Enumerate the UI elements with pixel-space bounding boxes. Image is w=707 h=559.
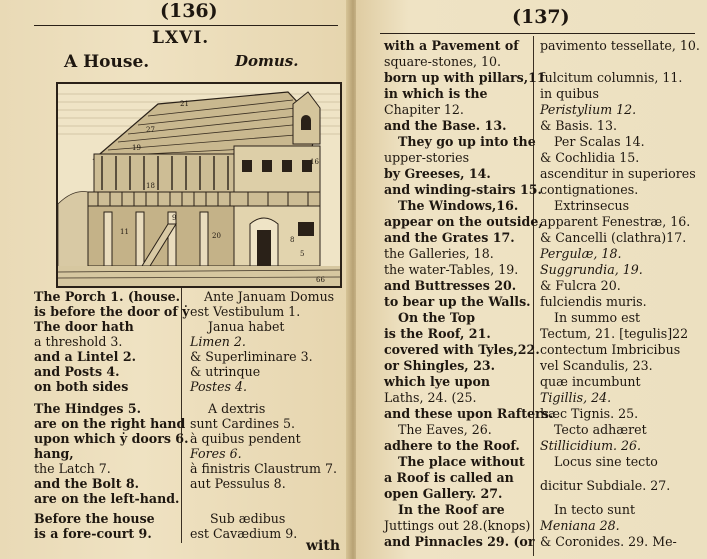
figure-label-11: 11 bbox=[120, 228, 129, 236]
latin-line: Tectum, 21. [tegulis]22 bbox=[540, 326, 689, 341]
english-line: the water-Tables, 19. bbox=[384, 262, 519, 277]
english-line: on both sides bbox=[34, 379, 129, 394]
english-line: and the Bolt 8. bbox=[34, 476, 140, 491]
latin-line: Ante Januam Domus bbox=[204, 289, 335, 304]
english-line: and a Lintel 2. bbox=[34, 349, 136, 364]
latin-line: contectum Imbricibus bbox=[540, 342, 681, 357]
figure-label-18: 18 bbox=[146, 182, 155, 190]
english-line: The Eaves, 26. bbox=[398, 422, 492, 437]
latin-line: In summo est bbox=[554, 310, 641, 325]
latin-line: & Cochlidia 15. bbox=[540, 150, 640, 165]
latin-line: In tecto sunt bbox=[554, 502, 636, 517]
latin-line: Locus sine tecto bbox=[554, 454, 658, 469]
english-line: or Shingles, 23. bbox=[384, 358, 495, 373]
latin-line: à finistris Claustrum 7. bbox=[190, 461, 337, 476]
latin-line: & Coronides. 29. Me- bbox=[540, 534, 677, 549]
latin-line: à quibus pendent bbox=[190, 431, 301, 446]
latin-line: & Basis. 13. bbox=[540, 118, 617, 133]
english-line: On the Top bbox=[398, 310, 476, 325]
figure-label-66: 66 bbox=[316, 276, 325, 284]
latin-line: est Vestibulum 1. bbox=[190, 304, 301, 319]
latin-line: Sub ædibus bbox=[210, 511, 286, 526]
left-page-number: (136) bbox=[160, 0, 218, 22]
english-line: are on the right hand bbox=[34, 416, 186, 431]
english-line: and Buttresses 20. bbox=[384, 278, 517, 293]
english-line: upon which ẏ doors 6. bbox=[34, 431, 189, 446]
latin-line: Peristylium 12. bbox=[540, 102, 637, 117]
latin-line: Tigillis, 24. bbox=[540, 390, 612, 405]
latin-line: pavimento tessellate, 10. bbox=[540, 38, 700, 53]
latin-line: apparent Fenestræ, 16. bbox=[540, 214, 691, 229]
figure-label-16: 16 bbox=[310, 158, 319, 166]
latin-line: & Fulcra 20. bbox=[540, 278, 621, 293]
latin-line: Limen 2. bbox=[190, 334, 246, 349]
latin-line: aut Pessulus 8. bbox=[190, 476, 286, 491]
latin-line: Extrinsecus bbox=[554, 198, 630, 213]
figure-label-20: 20 bbox=[212, 232, 221, 240]
english-line: and these upon Rafters. bbox=[384, 406, 554, 421]
english-line: The Porch 1. (house. bbox=[34, 289, 180, 304]
header-rule bbox=[34, 25, 338, 26]
english-line: and Pinnacles 29. (or bbox=[384, 534, 535, 549]
latin-line: vel Scandulis, 23. bbox=[540, 358, 653, 373]
figure-label-9: 9 bbox=[172, 214, 177, 222]
latin-line: ascenditur in superiores bbox=[540, 166, 696, 181]
english-line: open Gallery. 27. bbox=[384, 486, 503, 501]
latin-line: & utrinque bbox=[190, 364, 261, 379]
english-line: the Galleries, 18. bbox=[384, 246, 494, 261]
column-divider-right bbox=[533, 36, 534, 556]
right-page-number: (137) bbox=[512, 6, 570, 28]
latin-line: fulcitum columnis, 11. bbox=[540, 70, 683, 85]
left-page bbox=[0, 0, 350, 559]
latin-line: in quibus bbox=[540, 86, 599, 101]
house-engraving bbox=[58, 84, 340, 286]
english-line: In the Roof are bbox=[398, 502, 505, 517]
english-line: a Roof is called an bbox=[384, 470, 514, 485]
english-line: and winding-stairs 15. bbox=[384, 182, 542, 197]
english-line: square-stones, 10. bbox=[384, 54, 502, 69]
chapter-number: LXVI. bbox=[152, 28, 210, 48]
english-line: the Latch 7. bbox=[34, 461, 111, 476]
figure-label-5: 5 bbox=[300, 250, 305, 258]
english-line: is before the door of ẏ bbox=[34, 304, 190, 319]
latin-line: Tecto adhæret bbox=[554, 422, 647, 437]
english-line: is the Roof, 21. bbox=[384, 326, 491, 341]
latin-line: Meniana 28. bbox=[540, 518, 620, 533]
english-line: are on the left-hand. bbox=[34, 491, 180, 506]
figure-label-27: 27 bbox=[146, 126, 155, 134]
english-line: The Hindges 5. bbox=[34, 401, 142, 416]
latin-line: & Superliminare 3. bbox=[190, 349, 313, 364]
english-line: which lye upon bbox=[384, 374, 491, 389]
english-line: appear on the outside, bbox=[384, 214, 543, 229]
latin-line: A dextris bbox=[208, 401, 266, 416]
title-latin: Domus. bbox=[235, 52, 299, 70]
latin-line: Pergulæ, 18. bbox=[540, 246, 622, 261]
latin-line: Suggrundia, 19. bbox=[540, 262, 643, 277]
latin-line: quæ incumbunt bbox=[540, 374, 641, 389]
latin-line: hæc Tignis. 25. bbox=[540, 406, 639, 421]
english-line: to bear up the Walls. bbox=[384, 294, 531, 309]
english-line: The Windows,16. bbox=[398, 198, 519, 213]
latin-line: Janua habet bbox=[208, 319, 285, 334]
english-line: by Greeses, 14. bbox=[384, 166, 491, 181]
english-line: The place without bbox=[398, 454, 525, 469]
figure-label-21: 21 bbox=[180, 100, 189, 108]
english-line: covered with Tyles,22. bbox=[384, 342, 540, 357]
latin-line: dicitur Subdiale. 27. bbox=[540, 478, 671, 493]
english-line: The door hath bbox=[34, 319, 134, 334]
latin-line: fulciendis muris. bbox=[540, 294, 647, 309]
english-line: a threshold 3. bbox=[34, 334, 123, 349]
house-woodcut-illustration bbox=[56, 82, 342, 288]
english-line: Chapiter 12. bbox=[384, 102, 464, 117]
latin-line: sunt Cardines 5. bbox=[190, 416, 296, 431]
latin-line: Postes 4. bbox=[190, 379, 248, 394]
figure-label-8: 8 bbox=[290, 236, 295, 244]
latin-line: Stillicidium. 26. bbox=[540, 438, 642, 453]
english-line: Before the house bbox=[34, 511, 155, 526]
figure-label-19: 19 bbox=[132, 144, 141, 152]
header-rule-right bbox=[380, 33, 695, 34]
english-line: and Posts 4. bbox=[34, 364, 120, 379]
title-english: A House. bbox=[64, 52, 150, 72]
latin-line: Per Scalas 14. bbox=[554, 134, 645, 149]
english-line: is a fore-court 9. bbox=[34, 526, 152, 541]
latin-line: contignationes. bbox=[540, 182, 639, 197]
english-line: hang, bbox=[34, 446, 74, 461]
english-line: with a Pavement of bbox=[384, 38, 519, 53]
latin-line: Fores 6. bbox=[190, 446, 242, 461]
catchword: with bbox=[306, 538, 341, 554]
english-line: in which is the bbox=[384, 86, 488, 101]
english-line: They go up into the bbox=[398, 134, 536, 149]
right-page bbox=[356, 0, 707, 559]
english-line: adhere to the Roof. bbox=[384, 438, 520, 453]
latin-line: est Cavædium 9. bbox=[190, 526, 298, 541]
latin-line: & Cancelli (clathra)17. bbox=[540, 230, 687, 245]
english-line: upper-stories bbox=[384, 150, 470, 165]
english-line: Juttings out 28.(knops) bbox=[384, 518, 531, 533]
english-line: and the Grates 17. bbox=[384, 230, 515, 245]
english-line: Laths, 24. (25. bbox=[384, 390, 477, 405]
english-line: and the Base. 13. bbox=[384, 118, 507, 133]
english-line: born up with pillars,11 bbox=[384, 70, 546, 85]
